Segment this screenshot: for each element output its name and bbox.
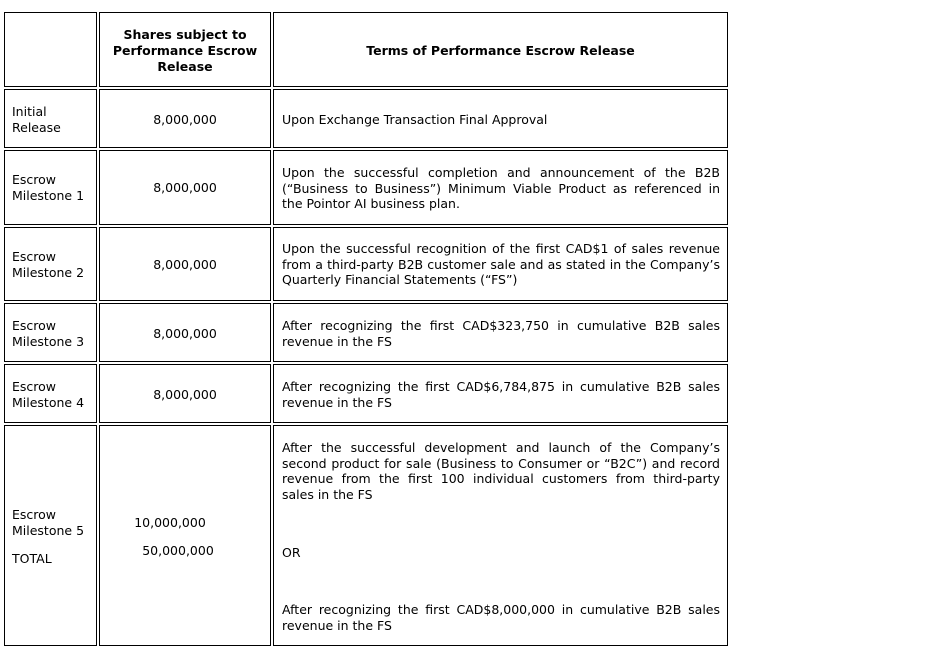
row-label-cell (4, 364, 97, 423)
row-shares-cell (99, 364, 271, 423)
total-shares: 50,000,000 (142, 543, 214, 558)
milestone-5-shares: 10,000,000 (134, 515, 206, 530)
milestone-5-terms-b: After recognizing the first CAD$8,000,000 in cumulative B2B sales revenue in the FS (282, 602, 720, 633)
row-shares-cell (99, 303, 271, 362)
row-label-cell (4, 303, 97, 362)
last-row-shares-cell (99, 425, 271, 646)
row-label-cell (4, 150, 97, 225)
last-row-label-cell (4, 425, 97, 646)
row-shares: 8,000,000 (153, 180, 217, 195)
milestone-5-terms-a: After the successful development and launch of the Company’s second product for sale (Business to Consumer or “B2C”) and record revenue from the first 100 individual customers from third-party sales in the FS (282, 440, 720, 503)
row-shares-cell (99, 227, 271, 301)
row-label: Escrow Milestone 4 (12, 379, 85, 410)
row-shares-cell (99, 89, 271, 148)
row-terms: Upon the successful completion and announcement of the B2B (“Business to Business”) Minimum Viable Product as referenced in the Pointor AI business plan. (282, 165, 720, 212)
row-label: Initial Release (12, 104, 61, 135)
row-shares-cell (99, 150, 271, 225)
row-label: Escrow Milestone 2 (12, 249, 85, 280)
row-terms: After recognizing the first CAD$323,750 in cumulative B2B sales revenue in the FS (282, 318, 720, 349)
total-label: TOTAL (12, 551, 52, 566)
row-label-cell (4, 227, 97, 301)
header-terms-label: Terms of Performance Escrow Release (366, 43, 635, 58)
row-label: Escrow Milestone 1 (12, 172, 85, 203)
header-cell-shares (99, 12, 271, 87)
row-shares: 8,000,000 (153, 326, 217, 341)
row-terms: Upon the successful recognition of the first CAD$1 of sales revenue from a third-party B2B customer sale and as stated in the Company’s Quarterly Financial Statements (“FS”) (282, 241, 720, 288)
header-cell-terms (273, 12, 728, 87)
or-label: OR (282, 545, 301, 560)
header-shares-label: Shares subject to Performance Escrow Release (112, 27, 258, 74)
row-shares: 8,000,000 (153, 387, 217, 402)
row-shares: 8,000,000 (153, 257, 217, 272)
header-cell-blank (4, 12, 97, 87)
row-terms: After recognizing the first CAD$6,784,875 in cumulative B2B sales revenue in the FS (282, 379, 720, 410)
row-terms-cell (273, 89, 728, 148)
row-label: Escrow Milestone 3 (12, 318, 85, 349)
last-row-terms-cell (273, 425, 728, 646)
row-terms-cell (273, 150, 728, 225)
row-label-cell (4, 89, 97, 148)
milestone-5-label: Escrow Milestone 5 (12, 507, 85, 538)
row-terms-cell (273, 303, 728, 362)
row-shares: 8,000,000 (153, 112, 217, 127)
row-terms-cell (273, 364, 728, 423)
row-terms: Upon Exchange Transaction Final Approval (282, 112, 548, 127)
row-terms-cell (273, 227, 728, 301)
